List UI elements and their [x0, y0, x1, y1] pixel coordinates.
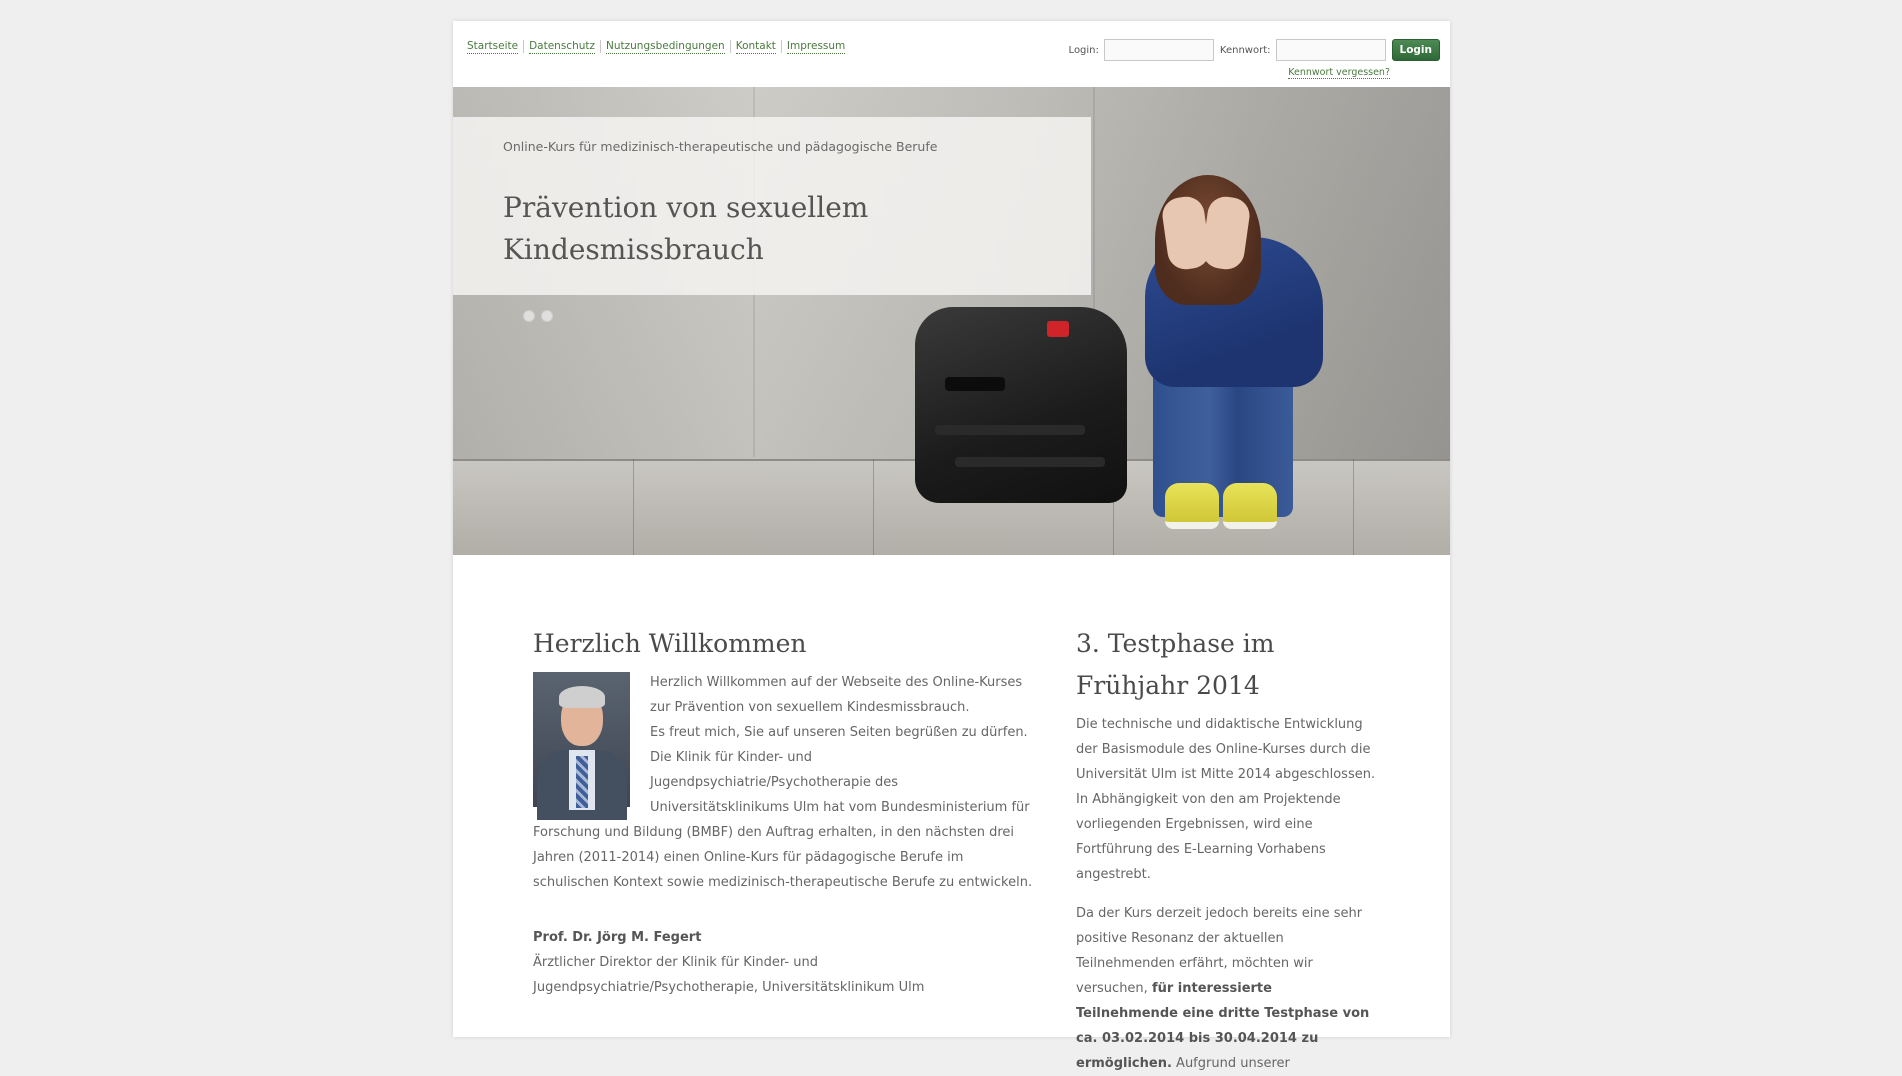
backpack-logo [1047, 321, 1069, 337]
testphase-paragraph-2 [1076, 901, 1376, 1076]
testphase-paragraph-1: Die technische und didaktische Entwicklung der Basismodule des Online-Kurses durch die Universität Ulm ist Mitte 2014 abgeschlossen. In Abhängigkeit von den am Projektende vorliegenden Ergebnissen, wird eine Fortführung des E-Learning Vorhabens angestrebt. [1076, 717, 1376, 882]
nav-kontakt[interactable]: Kontakt [735, 40, 776, 52]
testphase-title: 3. Testphase im Frühjahr 2014 [1076, 629, 1275, 700]
nav-nutzungsbedingungen[interactable]: Nutzungsbedingungen [606, 40, 725, 52]
testphase-body [1076, 712, 1376, 1076]
password-label: Kennwort: [1219, 44, 1271, 56]
login-form [1069, 39, 1440, 61]
slider-dots [523, 310, 559, 322]
forgot-password-link[interactable]: Kennwort vergessen? [1288, 67, 1390, 78]
hero-subtitle: Online-Kurs für medizinisch-therapeutische und pädagogische Berufe [503, 139, 938, 154]
child-shoe [1165, 483, 1219, 529]
welcome-title: Herzlich Willkommen [533, 629, 807, 658]
portrait-hair [559, 686, 605, 708]
nav-separator [730, 40, 731, 53]
page-container [453, 21, 1450, 1071]
login-label: Login: [1068, 44, 1099, 56]
signature [533, 925, 1033, 1000]
testphase-section [1076, 623, 1376, 1076]
portrait-tie [576, 756, 588, 808]
nav-datenschutz[interactable]: Datenschutz [529, 40, 596, 52]
backpack-strap [945, 377, 1005, 391]
testphase-paragraph-2-start: Da der Kurs derzeit jedoch bereits eine sehr positive Resonanz der aktuellen Teilnehmenden erfährt, möchten wir versuchen, [1076, 906, 1363, 996]
nav-separator [781, 40, 782, 53]
password-input[interactable] [1276, 39, 1386, 61]
login-button[interactable]: Login [1392, 39, 1441, 61]
hero-text-panel [453, 117, 1091, 295]
backpack-image [915, 307, 1127, 503]
top-navigation [467, 39, 845, 54]
portrait-photo [533, 672, 630, 807]
signature-role: Ärztlicher Direktor der Klinik für Kinder- und Jugendpsychiatrie/Psychotherapie, Universitätsklinikum Ulm [533, 955, 925, 995]
floor-line [633, 459, 634, 555]
welcome-paragraph-1: Herzlich Willkommen auf der Webseite des Online-Kurses zur Prävention von sexuellem Kindesmissbrauch. [650, 675, 1023, 715]
backpack-strap [955, 457, 1105, 467]
nav-startseite[interactable]: Startseite [467, 40, 519, 52]
nav-impressum[interactable]: Impressum [786, 40, 846, 52]
backpack-strap [935, 425, 1085, 435]
child-shoe [1223, 483, 1277, 529]
nav-separator [523, 40, 524, 53]
testphase-paragraph-2-bold: für interessierte Teilnehmende eine dritte Testphase von ca. 03.02.2014 bis 30.04.2014 zu ermöglichen. [1076, 981, 1370, 1071]
nav-separator [600, 40, 601, 53]
slider-dot[interactable] [541, 310, 553, 322]
welcome-section [533, 623, 1033, 1000]
welcome-paragraph-2: Es freut mich, Sie auf unseren Seiten begrüßen zu dürfen. Die Klinik für Kinder- und Jugendpsychiatrie/Psychotherapie des Universitätsklinikums Ulm hat vom Bundesministerium für Forschung und Bildung (BMBF) den Auftrag erhalten, in den nächsten drei Jahren (2011-2014) einen Online-Kurs für pädagogische Berufe im schulischen Kontext sowie medizinisch-therapeutische Berufe zu entwickeln. [533, 725, 1033, 890]
signature-name: Prof. Dr. Jörg M. Fegert [533, 930, 702, 945]
hero-banner [453, 87, 1450, 555]
login-input[interactable] [1104, 39, 1214, 61]
floor-line [873, 459, 874, 555]
welcome-body [533, 670, 1033, 1000]
testphase-paragraph-2-end: Aufgrund unserer [1176, 1056, 1290, 1071]
hero-title: Prävention von sexuellem Kindesmissbrauch [503, 191, 869, 266]
floor-line [1353, 459, 1354, 555]
slider-dot[interactable] [523, 310, 535, 322]
